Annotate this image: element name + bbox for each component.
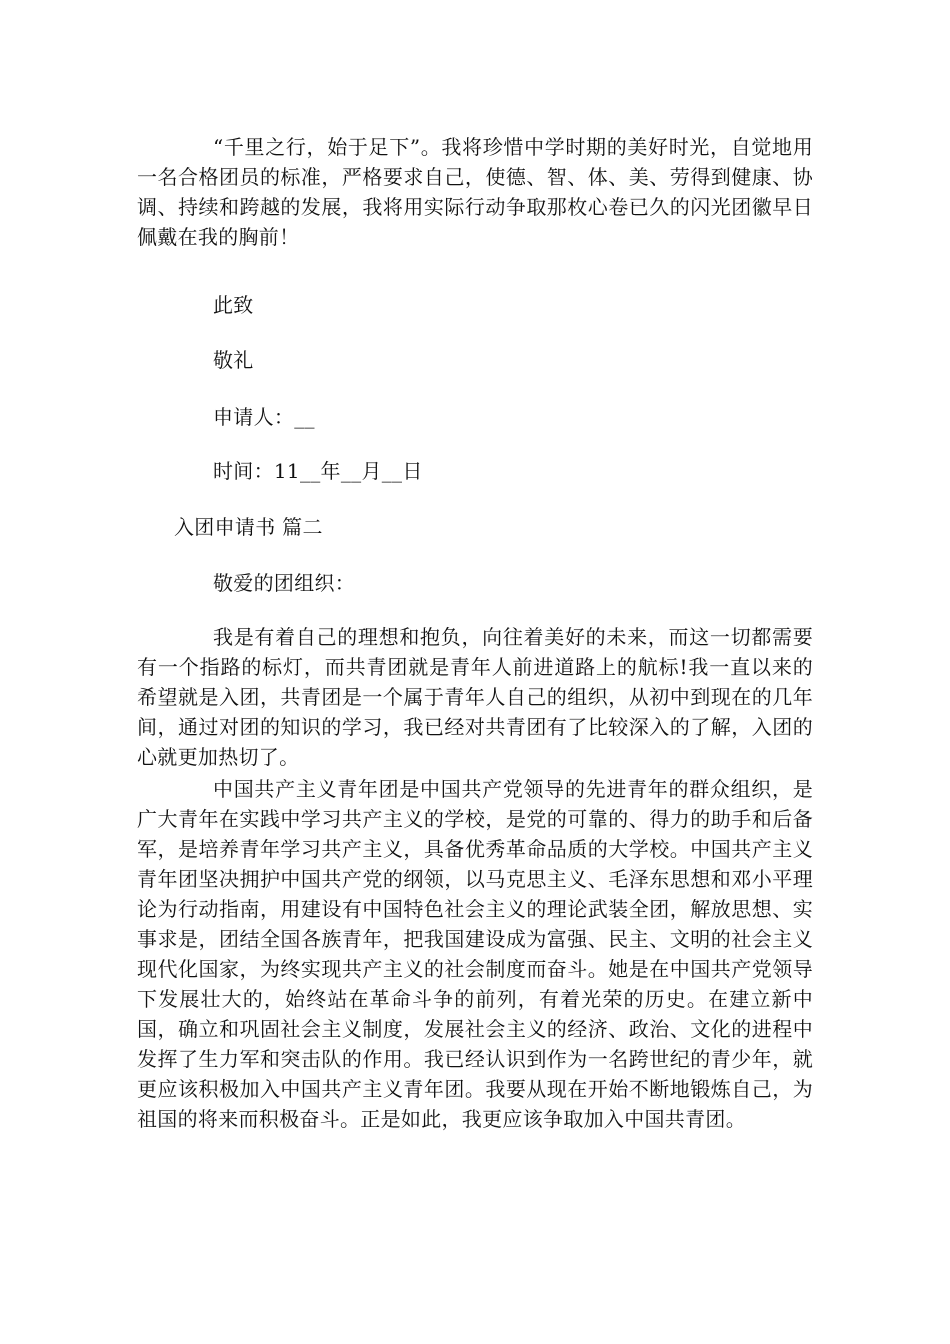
paragraph-closing-statement: “千里之行，始于足下”。我将珍惜中学时期的美好时光，自觉地用一名合格团员的标准，严格要求自己，使德、智、体、美、劳得到健康、协调、持续和跨越的发展，我将用实际行动争取那枚心卷已久的闪光团徽早日佩戴在我的胸前！: [137, 135, 813, 249]
paragraph-league-description: 中国共产主义青年团是中国共产党领导的先进青年的群众组织，是广大青年在实践中学习共产主义的学校，是党的可靠的、得力的助手和后备军，是培养青年学习共产主义，具备优秀革命品质的大学校。中国共产主义青年团坚决拥护中国共产党的纲领，以马克思主义、毛泽东思想和邓小平理论为行动指南，用建设有中国特色社会主义的理论武装全团，解放思想、实事求是，团结全国各族青年，把我国建设成为富强、民主、文明的社会主义现代化国家，为终实现共产主义的社会制度而奋斗。她是在中国共产党领导下发展壮大的，始终站在革命斗争的前列，有着光荣的历史。在建立新中国，确立和巩固社会主义制度，发展社会主义的经济、政治、文化的进程中发挥了生力军和突击队的作用。我已经认识到作为一名跨世纪的青少年，就更应该积极加入中国共产主义青年团。我要从现在开始不断地锻炼自己，为祖国的将来而积极奋斗。正是如此，我更应该争取加入中国共青团。: [137, 777, 813, 1131]
date-line: 时间：11__年__月__日: [213, 459, 423, 483]
applicant-line: 申请人：__: [213, 405, 315, 429]
paragraph-aspiration: 我是有着自己的理想和抱负，向往着美好的未来，而这一切都需要有一个指路的标灯，而共青团就是青年人前进道路上的航标!我一直以来的希望就是入团，共青团是一个属于青年人自己的组织，从初中到现在的几年间，通过对团的知识的学习，我已经对共青团有了比较深入的了解，入团的心就更加热切了。: [137, 625, 813, 769]
salutation: 敬爱的团组织：: [213, 571, 356, 595]
closing-line-2: 敬礼: [213, 348, 254, 372]
section-heading: 入团申请书 篇二: [174, 515, 323, 539]
closing-line-1: 此致: [213, 293, 254, 317]
